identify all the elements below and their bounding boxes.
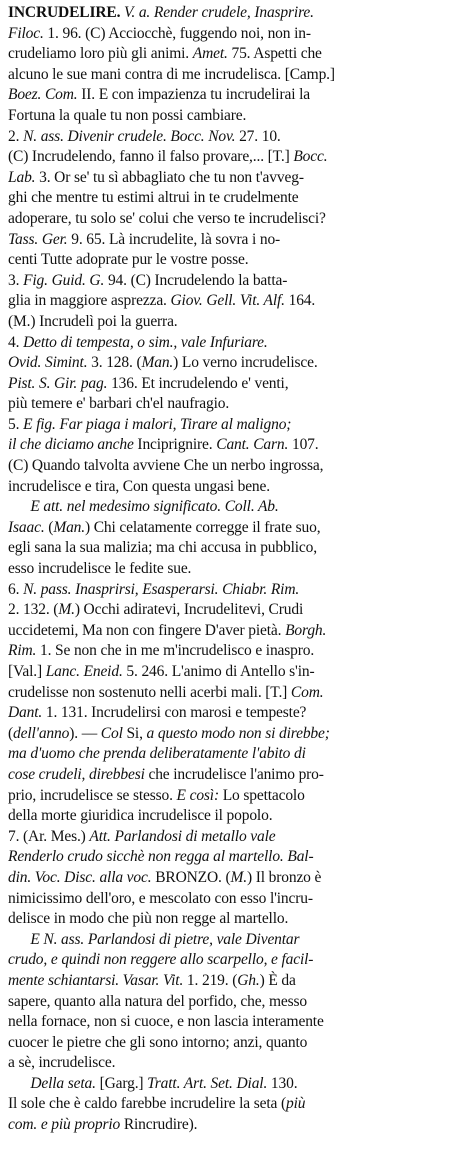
text-line: [8, 518, 463, 539]
text-line: [8, 374, 463, 395]
text-line: [8, 744, 463, 765]
text-line: [8, 1094, 463, 1115]
text-line: [8, 683, 463, 704]
text-line: [8, 415, 463, 436]
text-line: [8, 724, 463, 745]
text-segment: 1. 96. (C) Acciocchè, fuggendo noi, non in-: [43, 24, 311, 42]
text-segment: Renderlo crudo sicchè non regga al martello. Bal-: [8, 848, 314, 866]
text-line: [8, 827, 463, 848]
text-segment: ) È da: [259, 971, 296, 989]
text-line: [8, 477, 463, 498]
text-segment: Lanc. Eneid.: [45, 663, 123, 680]
text-segment: 3. Or se' tu sì abbagliato che tu non t'avveg-: [35, 168, 304, 186]
text-segment: 3. 128. (: [87, 354, 142, 372]
text-segment: Att. Parlandosi di metallo vale: [89, 827, 276, 845]
text-segment: 9. 65. Là incrudelite, là sovra i no-: [67, 230, 281, 248]
text-line: [8, 3, 463, 24]
text-segment: che incrudelisce l'animo pro-: [144, 765, 324, 783]
text-segment: Fig. Guid. G.: [23, 271, 105, 289]
text-segment: uccidetemi, Ma non con fingere D'aver pietà.: [8, 621, 286, 639]
text-segment: incrudelisce e tira, Con questa ungasi bene.: [8, 477, 270, 495]
text-segment: sapere, quanto alla natura del porfido, che, messo: [8, 992, 307, 1010]
text-segment: 3.: [8, 271, 24, 289]
text-segment: Gh.: [237, 971, 260, 989]
text-segment: dell'anno: [13, 724, 70, 742]
text-line: [8, 168, 463, 189]
text-line: [8, 44, 463, 65]
text-segment: nella fornace, non si cuoce, e non lascia interamente: [8, 1013, 324, 1031]
text-segment: [Val.]: [8, 663, 46, 680]
text-segment: crudeliamo loro più gli animi.: [8, 45, 193, 63]
text-line: [8, 312, 463, 333]
text-segment: nimicissimo dell'oro, e mescolato con esso l'incru-: [8, 889, 313, 907]
text-line: [8, 456, 463, 477]
text-line: [8, 85, 463, 106]
text-segment: Rim.: [8, 642, 37, 660]
text-segment: N. pass. Inasprirsi, Esasperarsi. Chiabr. Rim.: [23, 580, 300, 598]
text-segment: Dant.: [8, 704, 43, 722]
text-segment: glia in maggiore asprezza.: [8, 292, 171, 310]
text-line: [8, 106, 463, 127]
text-segment: Si,: [122, 724, 147, 742]
text-segment: ghi che mentre tu estimi altrui in te crudelmente: [8, 189, 299, 207]
text-line: [8, 930, 463, 951]
text-segment: E att. nel medesimo significato. Coll. Ab.: [8, 498, 279, 516]
text-segment: Cant. Carn.: [216, 436, 289, 454]
text-segment: adoperare, tu solo se' colui che verso te incrudelisci?: [8, 209, 326, 227]
text-segment: Boez. Com.: [8, 86, 78, 104]
text-line: [8, 538, 463, 559]
text-segment: Fortuna la quale tu non possi cambiare.: [8, 106, 247, 124]
text-segment: 7. (Ar. Mes.): [8, 827, 90, 845]
text-segment: (C) Quando talvolta avviene Che un nerbo ingrossa,: [8, 457, 324, 475]
text-line: [8, 127, 463, 148]
text-segment: 1. Se non che in me m'incrudelisco e inaspro.: [36, 642, 315, 660]
text-segment: V. a. Render crudele, Inasprire.: [120, 4, 314, 21]
text-line: [8, 250, 463, 271]
text-segment: Inciprignire.: [133, 436, 217, 454]
text-line: [8, 559, 463, 580]
text-segment: Il sole che è caldo farebbe incrudelire la seta (: [8, 1095, 286, 1113]
text-line: [8, 971, 463, 992]
text-line: [8, 65, 463, 86]
text-line: [8, 621, 463, 642]
text-segment: esso incrudelisce le fedite sue.: [8, 560, 192, 578]
text-line: [8, 847, 463, 868]
text-line: [8, 1012, 463, 1033]
text-segment: cose crudeli, direbbesi: [8, 765, 145, 783]
text-segment: Amet.: [192, 45, 228, 63]
text-line: [8, 24, 463, 45]
text-segment: il che diciamo anche: [8, 436, 134, 454]
text-segment: 94. (C) Incrudelendo la batta-: [104, 271, 288, 289]
text-segment: 107.: [288, 436, 319, 454]
text-line: [8, 786, 463, 807]
text-segment: Isaac.: [8, 518, 45, 536]
text-segment: crudelisse non sostenuto nelli acerbi mali. [T.]: [8, 683, 291, 701]
text-line: [8, 209, 463, 230]
text-line: [8, 291, 463, 312]
text-segment: E fig. Far piaga i malori, Tirare al maligno;: [23, 415, 292, 433]
text-segment: delisce in modo che più non regge al martello.: [8, 910, 289, 928]
text-line: [8, 435, 463, 456]
text-segment: ) Occhi adiratevi, Incrudelitevi, Crudi: [74, 601, 304, 619]
text-line: [8, 1074, 463, 1095]
text-segment: 164.: [284, 292, 316, 310]
text-line: [8, 333, 463, 354]
text-segment: cuocer le pietre che gli sono intorno; anzi, quanto: [8, 1033, 308, 1051]
text-segment: 136. Et incrudelendo e' venti,: [107, 374, 289, 392]
text-segment: Detto di tempesta, o sim., vale Infuriare.: [23, 333, 268, 351]
text-segment: E N. ass. Parlandosi di pietre, vale Diventar: [8, 930, 300, 948]
text-segment: 27. 10.: [235, 127, 281, 145]
text-line: [8, 889, 463, 910]
text-line: [8, 394, 463, 415]
text-segment: a sè, incrudelisce.: [8, 1054, 116, 1072]
text-segment: (M.) Incrudelì poi la guerra.: [8, 312, 178, 330]
text-segment: Lab.: [8, 168, 36, 186]
text-segment: ) Lo verno incrudelisce.: [173, 354, 318, 372]
text-segment: M.: [58, 601, 75, 619]
text-segment: Com.: [290, 683, 324, 701]
text-segment: Lo spettacolo: [218, 786, 305, 804]
text-line: [8, 992, 463, 1013]
text-segment: Man.: [141, 354, 174, 372]
text-segment: Giov. Gell. Vit. Alf.: [170, 292, 285, 310]
text-segment: Col: [100, 724, 123, 742]
text-segment: Bocc.: [293, 148, 328, 166]
text-segment: 2.: [8, 127, 24, 145]
text-segment: Della seta.: [8, 1074, 96, 1092]
text-line: [8, 1033, 463, 1054]
text-segment: ) Chi celatamente corregge il frate suo,: [85, 518, 321, 536]
text-line: [8, 868, 463, 889]
text-segment: Rincrudire).: [120, 1116, 198, 1134]
text-line: [8, 497, 463, 518]
text-segment: centi Tutte adoprate pur le vostre posse.: [8, 251, 249, 269]
text-segment: 6.: [8, 580, 24, 598]
text-segment: 5. 246. L'animo di Antello s'in-: [122, 663, 315, 680]
text-segment: (: [44, 518, 54, 536]
text-segment: Ovid. Simint.: [8, 354, 88, 372]
text-line: [8, 662, 463, 683]
entry-headword: INCRUDELIRE.: [8, 4, 121, 21]
text-line: [8, 147, 463, 168]
text-line: [8, 765, 463, 786]
text-segment: 5.: [8, 415, 24, 433]
text-segment: 1. 219. (: [183, 971, 238, 989]
text-segment: più temere e' barbari ch'el naufragio.: [8, 395, 230, 413]
text-segment: Filoc.: [8, 24, 44, 42]
text-segment: Pist. S. Gir. pag.: [8, 374, 108, 392]
text-segment: II. E con impazienza tu incrudelirai la: [77, 86, 310, 104]
text-segment: egli sana la sua malizia; ma chi accusa in pubblico,: [8, 539, 317, 557]
text-line: [8, 600, 463, 621]
text-segment: M.: [230, 868, 247, 886]
text-segment: com. e più proprio: [8, 1116, 121, 1134]
text-segment: 1. 131. Incrudelirsi con marosi e tempeste?: [42, 704, 307, 722]
text-line: [8, 909, 463, 930]
text-segment: 75. Aspetti che: [227, 45, 322, 63]
text-line: [8, 1053, 463, 1074]
text-segment: ma d'uomo che prenda deliberatamente l'abito di: [8, 745, 306, 763]
text-segment: E così:: [176, 786, 219, 804]
text-segment: Tratt. Art. Set. Dial.: [147, 1074, 268, 1092]
text-segment: 2. 132. (: [8, 601, 59, 619]
text-segment: Tass. Ger.: [8, 230, 68, 248]
text-line: [8, 806, 463, 827]
text-segment: più: [285, 1095, 306, 1113]
text-segment: BRONZO. (: [151, 868, 231, 886]
text-segment: Borgh.: [285, 621, 327, 639]
text-segment: alcuno le sue mani contra di me incrudelisca. [Camp.]: [8, 65, 335, 83]
text-line: [8, 188, 463, 209]
text-segment: N. ass. Divenir crudele. Bocc. Nov.: [23, 127, 236, 145]
text-line: [8, 641, 463, 662]
text-segment: crudo, e quindi non reggere allo scarpello, e facil-: [8, 951, 314, 969]
text-segment: a questo modo non si direbbe;: [146, 724, 330, 742]
text-line: [8, 230, 463, 251]
text-segment: 4.: [8, 333, 24, 351]
text-segment: [Garg.]: [95, 1074, 148, 1092]
text-line: [8, 353, 463, 374]
text-segment: Man.: [53, 518, 85, 536]
text-line: [8, 580, 463, 601]
text-segment: della morte giuridica incrudelisce il popolo.: [8, 807, 273, 825]
text-line: [8, 950, 463, 971]
text-segment: (: [8, 724, 14, 742]
text-segment: ) Il bronzo è: [247, 868, 322, 886]
text-segment: (C) Incrudelendo, fanno il falso provare,... [T.]: [8, 148, 294, 166]
text-line: [8, 703, 463, 724]
text-segment: mente schiantarsi. Vasar. Vit.: [8, 971, 184, 989]
text-segment: ). —: [69, 724, 101, 742]
text-segment: prio, incrudelisce se stesso.: [8, 786, 177, 804]
text-segment: 130.: [267, 1074, 298, 1092]
text-line: [8, 271, 463, 292]
text-segment: din. Voc. Disc. alla voc.: [8, 868, 152, 886]
text-line: [8, 1115, 463, 1136]
